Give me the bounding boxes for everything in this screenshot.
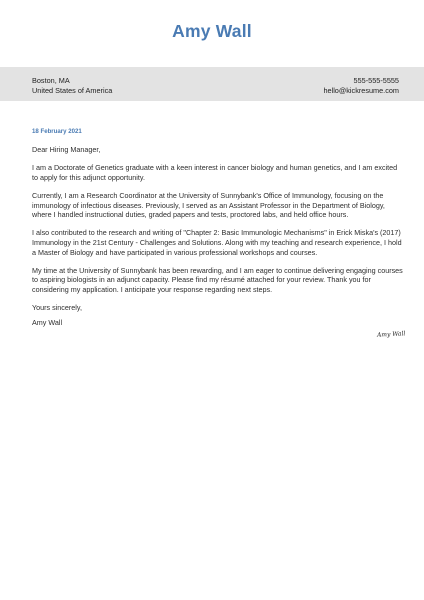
body-paragraph-1: I am a Doctorate of Genetics graduate with a keen interest in cancer biology and human genetics, and I am excited to apply for this adjunct opportunity. [32, 163, 398, 182]
contact-details [323, 76, 399, 96]
closing: Yours sincerely, [32, 303, 82, 313]
letter-date: 18 February 2021 [32, 128, 82, 135]
body-paragraph-3: I also contributed to the research and writing of "Chapter 2: Basic Immunologic Mechanisms" in Erick Miska's (2017) Immunology in the 21st Century - Challenges and Solutions. Along with my teaching and research experience, I hold a Master of Biology and have participated in various professional workshops and courses. [32, 228, 402, 257]
email-address: hello@kickresume.com [323, 86, 399, 95]
salutation: Dear Hiring Manager, [32, 145, 101, 154]
phone-number: 555-555-5555 [353, 76, 399, 85]
body-paragraph-4: My time at the University of Sunnybank has been rewarding, and I am eager to continue delivering engaging courses to aspiring biologists in an adjunct capacity. Please find my résumé attached for your review. Thank you for considering my application. I anticipate your response regarding next steps. [32, 265, 403, 294]
address-country: United States of America [32, 86, 113, 95]
applicant-name: Amy Wall [172, 21, 252, 41]
address-city: Boston, MA [32, 76, 70, 85]
contact-band [0, 67, 424, 101]
address-block [32, 76, 112, 96]
handwritten-signature: Amy Wall [376, 330, 406, 339]
body-paragraph-2: Currently, I am a Research Coordinator at the University of Sunnybank's Office of Immunology, focusing on the immunology of infectious diseases. Previously, I served as an Assistant Professor in the Department of Biology, where I handled instructional duties, graded papers and tests, proctored labs, and held office hours. [32, 190, 385, 220]
letter-body [32, 145, 406, 339]
sender-name: Amy Wall [32, 317, 63, 327]
